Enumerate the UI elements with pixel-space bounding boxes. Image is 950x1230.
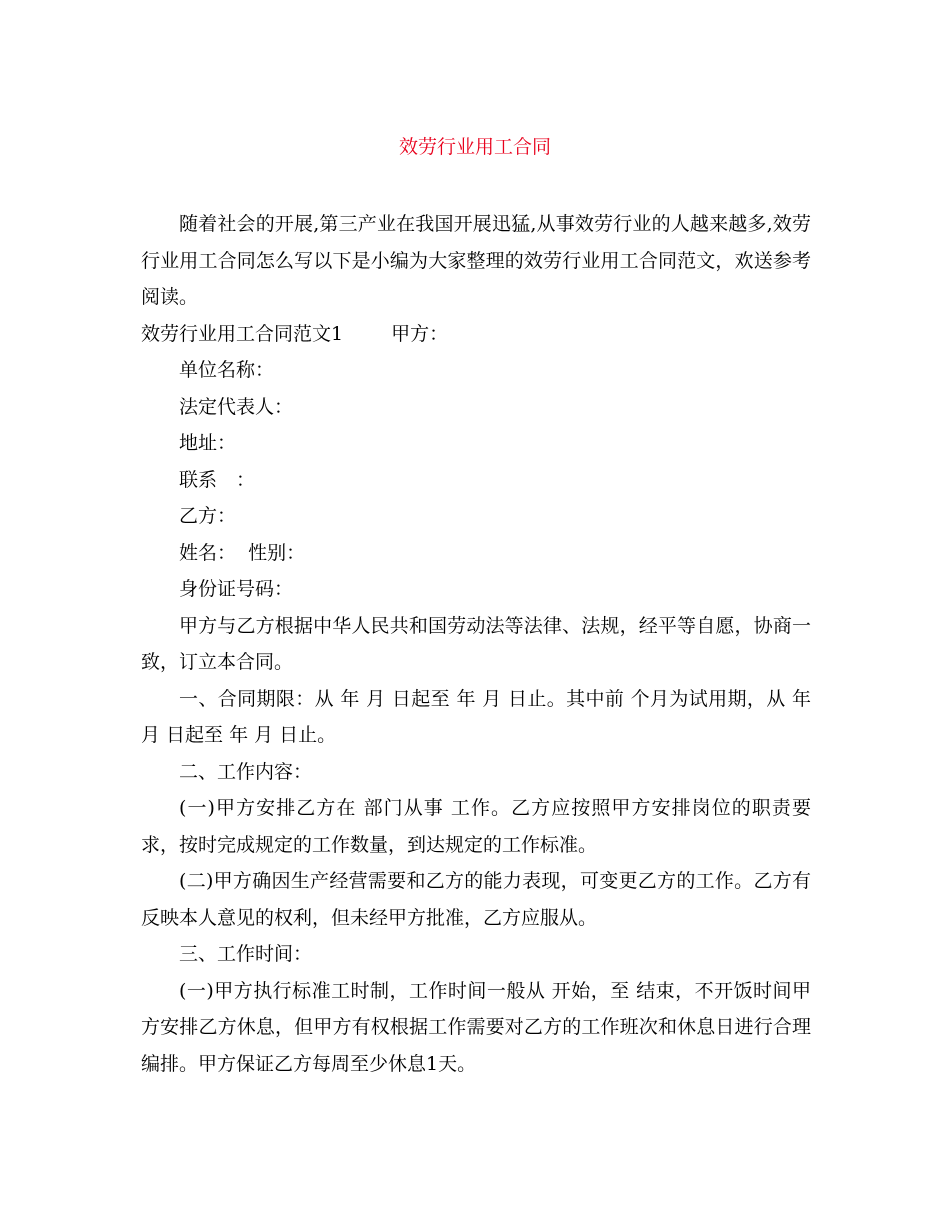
clause-time-1: (一)甲方执行标准工时制，工作时间一般从 开始，至 结束，不开饭时间甲方安排乙方休息，但甲方有权根据工作需要对乙方的工作班次和休息日进行合理编排。甲方保证乙方每周至少休息1天。 [141, 979, 811, 1075]
clause-work-heading: 二、工作内容： [179, 760, 313, 783]
field-contact: 联系 ： [179, 468, 256, 491]
field-party-b: 乙方： [179, 505, 237, 527]
field-address: 地址： [179, 432, 237, 454]
intro-paragraph: 随着社会的开展,第三产业在我国开展迅猛,从事效劳行业的人越来越多,效劳行业用工合同怎么写以下是小编为大家整理的效劳行业用工合同范文，欢送参考阅读。 [141, 213, 811, 308]
document-title: 效劳行业用工合同 [398, 136, 551, 158]
field-id-number: 身份证号码： [179, 578, 294, 600]
document-body [141, 206, 811, 1082]
sample-heading-line [141, 316, 811, 353]
clause-work-2: (二)甲方确因生产经营需要和乙方的能力表现，可变更乙方的工作。乙方有反映本人意见的权利，但未经甲方批准，乙方应服从。 [141, 870, 811, 929]
party-a-label: 甲方： [391, 322, 449, 345]
field-legal-rep: 法定代表人： [179, 395, 294, 418]
clause-preamble: 甲方与乙方根据中华人民共和国劳动法等法律、法规，经平等自愿，协商一致，订立本合同。 [141, 614, 811, 673]
field-name-gender: 姓名： 性别： [179, 541, 306, 564]
clause-term: 一、合同期限：从 年 月 日起至 年 月 日止。其中前 个月为试用期，从 年 月 日起至 年 月 日止。 [141, 687, 811, 746]
sample-heading: 效劳行业用工合同范文1 [141, 322, 344, 345]
clause-time-heading: 三、工作时间： [179, 943, 313, 965]
clause-work-1: (一)甲方安排乙方在 部门从事 工作。乙方应按照甲方安排岗位的职责要求，按时完成规定的工作数量，到达规定的工作标准。 [141, 797, 811, 856]
field-unit-name: 单位名称： [179, 359, 275, 381]
